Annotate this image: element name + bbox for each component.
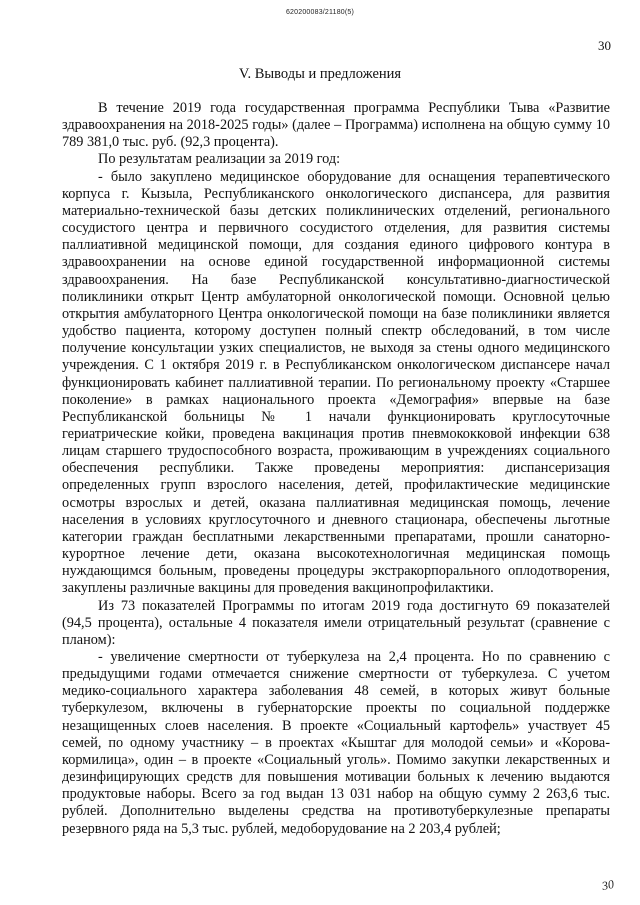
paragraph-indicators: Из 73 показателей Программы по итогам 2019 года достигнуто 69 показателей (94,5 процента), остальные 4 показателя имели отрицательный результат (сравнение с планом): bbox=[62, 597, 610, 648]
section-heading: V. Выводы и предложения bbox=[238, 66, 402, 82]
document-id: 620200083/21180(5) bbox=[285, 9, 355, 16]
page-number: 30 bbox=[598, 38, 611, 53]
paragraph-tuberculosis: - увеличение смертности от туберкулеза на 2,4 процента. Но по сравнению с предыдущими годами отмечается снижение смертности от туберкулеза. С учетом медико-социального характера заболевания 48 семей, в которых живут больные туберкулезом, включены в губернаторские проекты по социальной поддержке незащищенных слоев населения. В проекте «Социальный картофель» участвует 45 семей, по одному участнику – в проектах «Кыштаг для молодой семьи» и «Корова-кормилица», один – в проекте «Социальный уголь». Помимо закупки лекарственных и дезинфицирующих средств для повышения мотивации больных к лечению выдаются продуктовые наборы. Всего за год выдан 13 031 набор на общую сумму 2 263,6 тыс. рублей. Дополнительно выделены средства на противотуберкулезные препараты резервного ряда на 5,3 тыс. рублей, медоборудование на 2 203,4 рублей; bbox=[62, 649, 610, 837]
paragraph-equipment: - было закуплено медицинское оборудование для оснащения терапевтического корпуса г. Кызыла, Республиканского онкологического диспансера, для развития материально-технической базы детских поликлинических отделений, регионального сосудистого центра и первичного сосудистого отделения, для развития системы паллиативной медицинской помощи, для создания единого цифрового контура в здравоохранении на основе единой государственной информационной системы здравоохранения. На базе Республиканской консультативно-диагностической поликлиники открыт Центр амбулаторной онкологической помощи. Основной целью открытия амбулаторного Центра онкологической помощи на базе поликлиники является удобство пациента, которому доступен полный спектр обследований, в том числе получение консультации узких специалистов, не выходя за стены одного медицинского учреждения. С 1 октября 2019 г. в Республиканском онкологическом диспансере начал функционировать кабинет паллиативной терапии. По региональному проекту «Старшее поколение» в рамках национального проекта «Демография» впервые на базе Республиканской больницы № 1 начали функционировать круглосуточные гериатрические койки, проведена вакцинация против пневмококковой инфекции 638 лицам старшего трудоспособного возраста, проживающим в учреждениях социального обеспечения республики. Также проведены мероприятия: диспансеризация определенных групп взрослого населения, детей, профилактические медицинские осмотры взрослых и детей, оказана паллиативная медицинская помощь, лечение населения в условиях круглосуточного и дневного стационара, обеспечены льготные категории граждан бесплатными лекарственными препаратами, прошли санаторно-курортное лечение дети, оказана высокотехнологичная медицинская помощь нуждающимся больным, проведены процедуры экстракорпорального оплодотворения, закуплены различные вакцины для проведения вакцинопрофилактики. bbox=[62, 168, 610, 597]
paragraph-summary: В течение 2019 года государственная программа Республики Тыва «Развитие здравоохранения на 2018-2025 годы» (далее – Программа) исполнена на общую сумму 10 789 381,0 тыс. руб. (92,3 процента). bbox=[62, 100, 610, 151]
document-body bbox=[62, 100, 610, 838]
handwritten-page-mark: 30 bbox=[600, 876, 616, 894]
paragraph-results-intro: По результатам реализации за 2019 год: bbox=[98, 151, 341, 168]
